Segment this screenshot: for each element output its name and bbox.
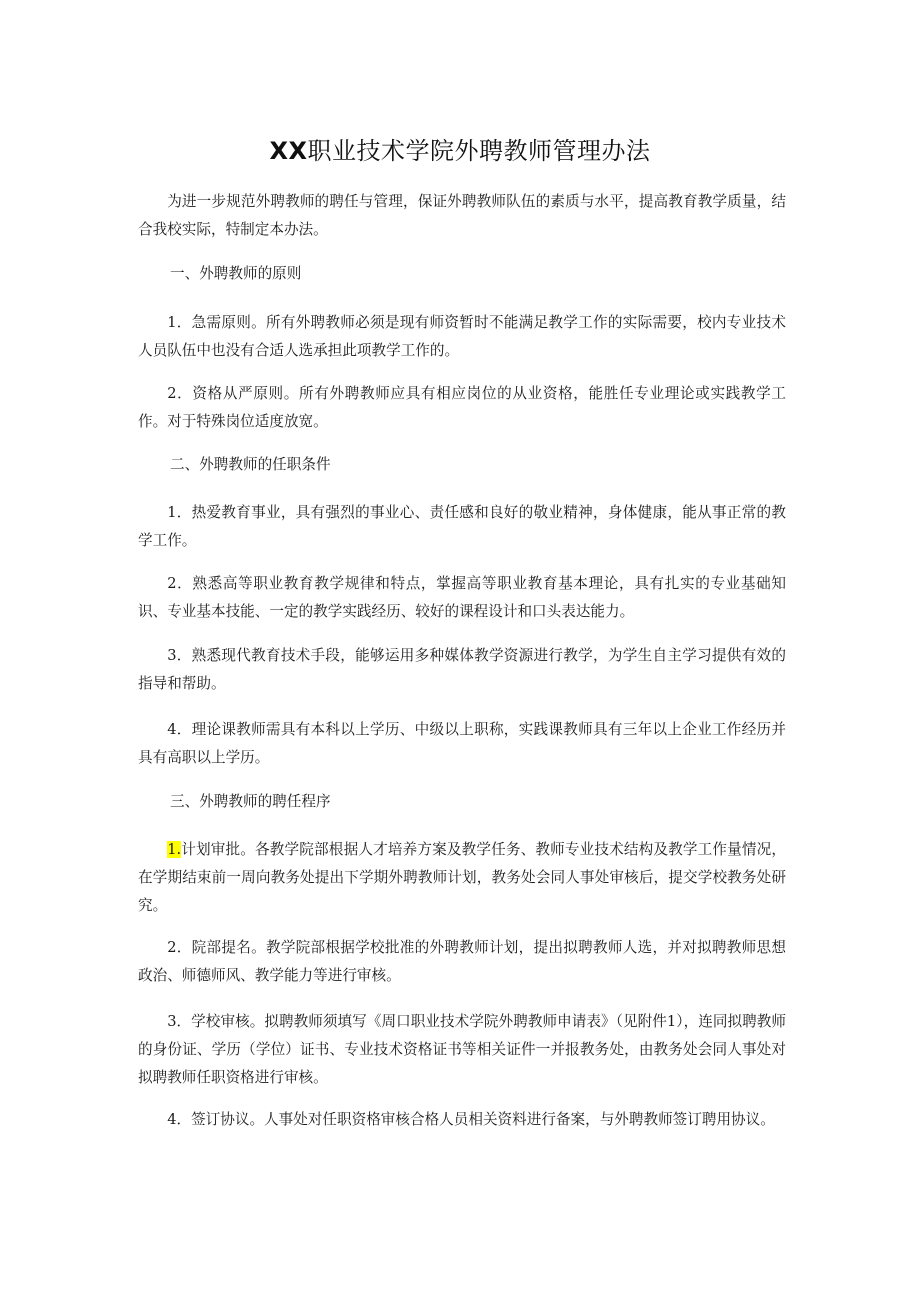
item-number-highlighted: 1. <box>167 841 182 858</box>
principle-item-1 <box>138 309 786 365</box>
item-number: 2 <box>167 385 177 402</box>
item-number: 1 <box>167 314 177 331</box>
item-number: 3 <box>167 647 177 664</box>
item-text: ．签订协议。人事处对任职资格审核合格人员相关资料进行备案，与外聘教师签订聘用协议。 <box>176 1111 775 1128</box>
item-text: ．熟悉高等职业教育教学规律和特点，掌握高等职业教育基本理论，具有扎实的专业基础知识、专业基本技能、一定的教学实践经历、较好的课程设计和口头表达能力。 <box>138 575 786 620</box>
qualification-item-4 <box>138 716 786 772</box>
intro-paragraph: 为进一步规范外聘教师的聘任与管理，保证外聘教师队伍的素质与水平，提高教育教学质量，结合我校实际，特制定本办法。 <box>138 193 786 238</box>
section-heading-qualifications: 二、外聘教师的任职条件 <box>170 456 331 473</box>
procedure-item-1 <box>138 836 786 920</box>
item-text: 计划审批。各教学院部根据人才培养方案及教学任务、教师专业技术结构及教学工作量情况，在学期结束前一周向教务处提出下学期外聘教师计划，教务处会同人事处审核后，提交学校教务处研究。 <box>138 841 786 914</box>
procedure-item-3 <box>138 1008 786 1092</box>
item-number: 2 <box>167 575 177 592</box>
section-heading-principles: 一、外聘教师的原则 <box>170 265 302 282</box>
item-text: ．院部提名。教学院部根据学校批准的外聘教师计划，提出拟聘教师人选，并对拟聘教师思想政治、师德师风、教学能力等进行审核。 <box>138 939 786 984</box>
item-text: ．急需原则。所有外聘教师必须是现有师资暂时不能满足教学工作的实际需要，校内专业技术人员队伍中也没有合适人选承担此项教学工作的。 <box>138 314 786 359</box>
item-number: 3 <box>167 1013 177 1030</box>
principle-item-2 <box>138 380 786 436</box>
qualification-item-1 <box>138 499 786 555</box>
item-text: ．熟悉现代教育技术手段，能够运用多种媒体教学资源进行教学，为学生自主学习提供有效的指导和帮助。 <box>138 647 786 692</box>
item-number: 4 <box>167 1111 177 1128</box>
item-number: 4 <box>167 721 177 738</box>
document-title <box>0 131 920 166</box>
title-main: 职业技术学院外聘教师管理办法 <box>307 137 651 165</box>
item-text: ．资格从严原则。所有外聘教师应具有相应岗位的从业资格，能胜任专业理论或实践教学工作。对于特殊岗位适度放宽。 <box>138 385 786 430</box>
qualification-item-2 <box>138 570 786 626</box>
procedure-item-4 <box>138 1106 786 1134</box>
item-number: 2 <box>167 939 177 956</box>
title-prefix: XX <box>269 137 308 165</box>
qualification-item-3 <box>138 642 786 698</box>
item-text: ．学校审核。拟聘教师须填写《周口职业技术学院外聘教师申请表》（见附件1），连同拟聘教师的身份证、学历（学位）证书、专业技术资格证书等相关证件一并报教务处，由教务处会同人事处对拟聘教师任职资格进行审核。 <box>138 1013 786 1086</box>
item-number: 1 <box>167 504 177 521</box>
item-text: ．热爱教育事业，具有强烈的事业心、责任感和良好的敬业精神，身体健康，能从事正常的教学工作。 <box>138 504 786 549</box>
procedure-item-2 <box>138 934 786 990</box>
section-heading-procedure: 三、外聘教师的聘任程序 <box>170 793 331 810</box>
item-text: ．理论课教师需具有本科以上学历、中级以上职称，实践课教师具有三年以上企业工作经历并具有高职以上学历。 <box>138 721 786 766</box>
